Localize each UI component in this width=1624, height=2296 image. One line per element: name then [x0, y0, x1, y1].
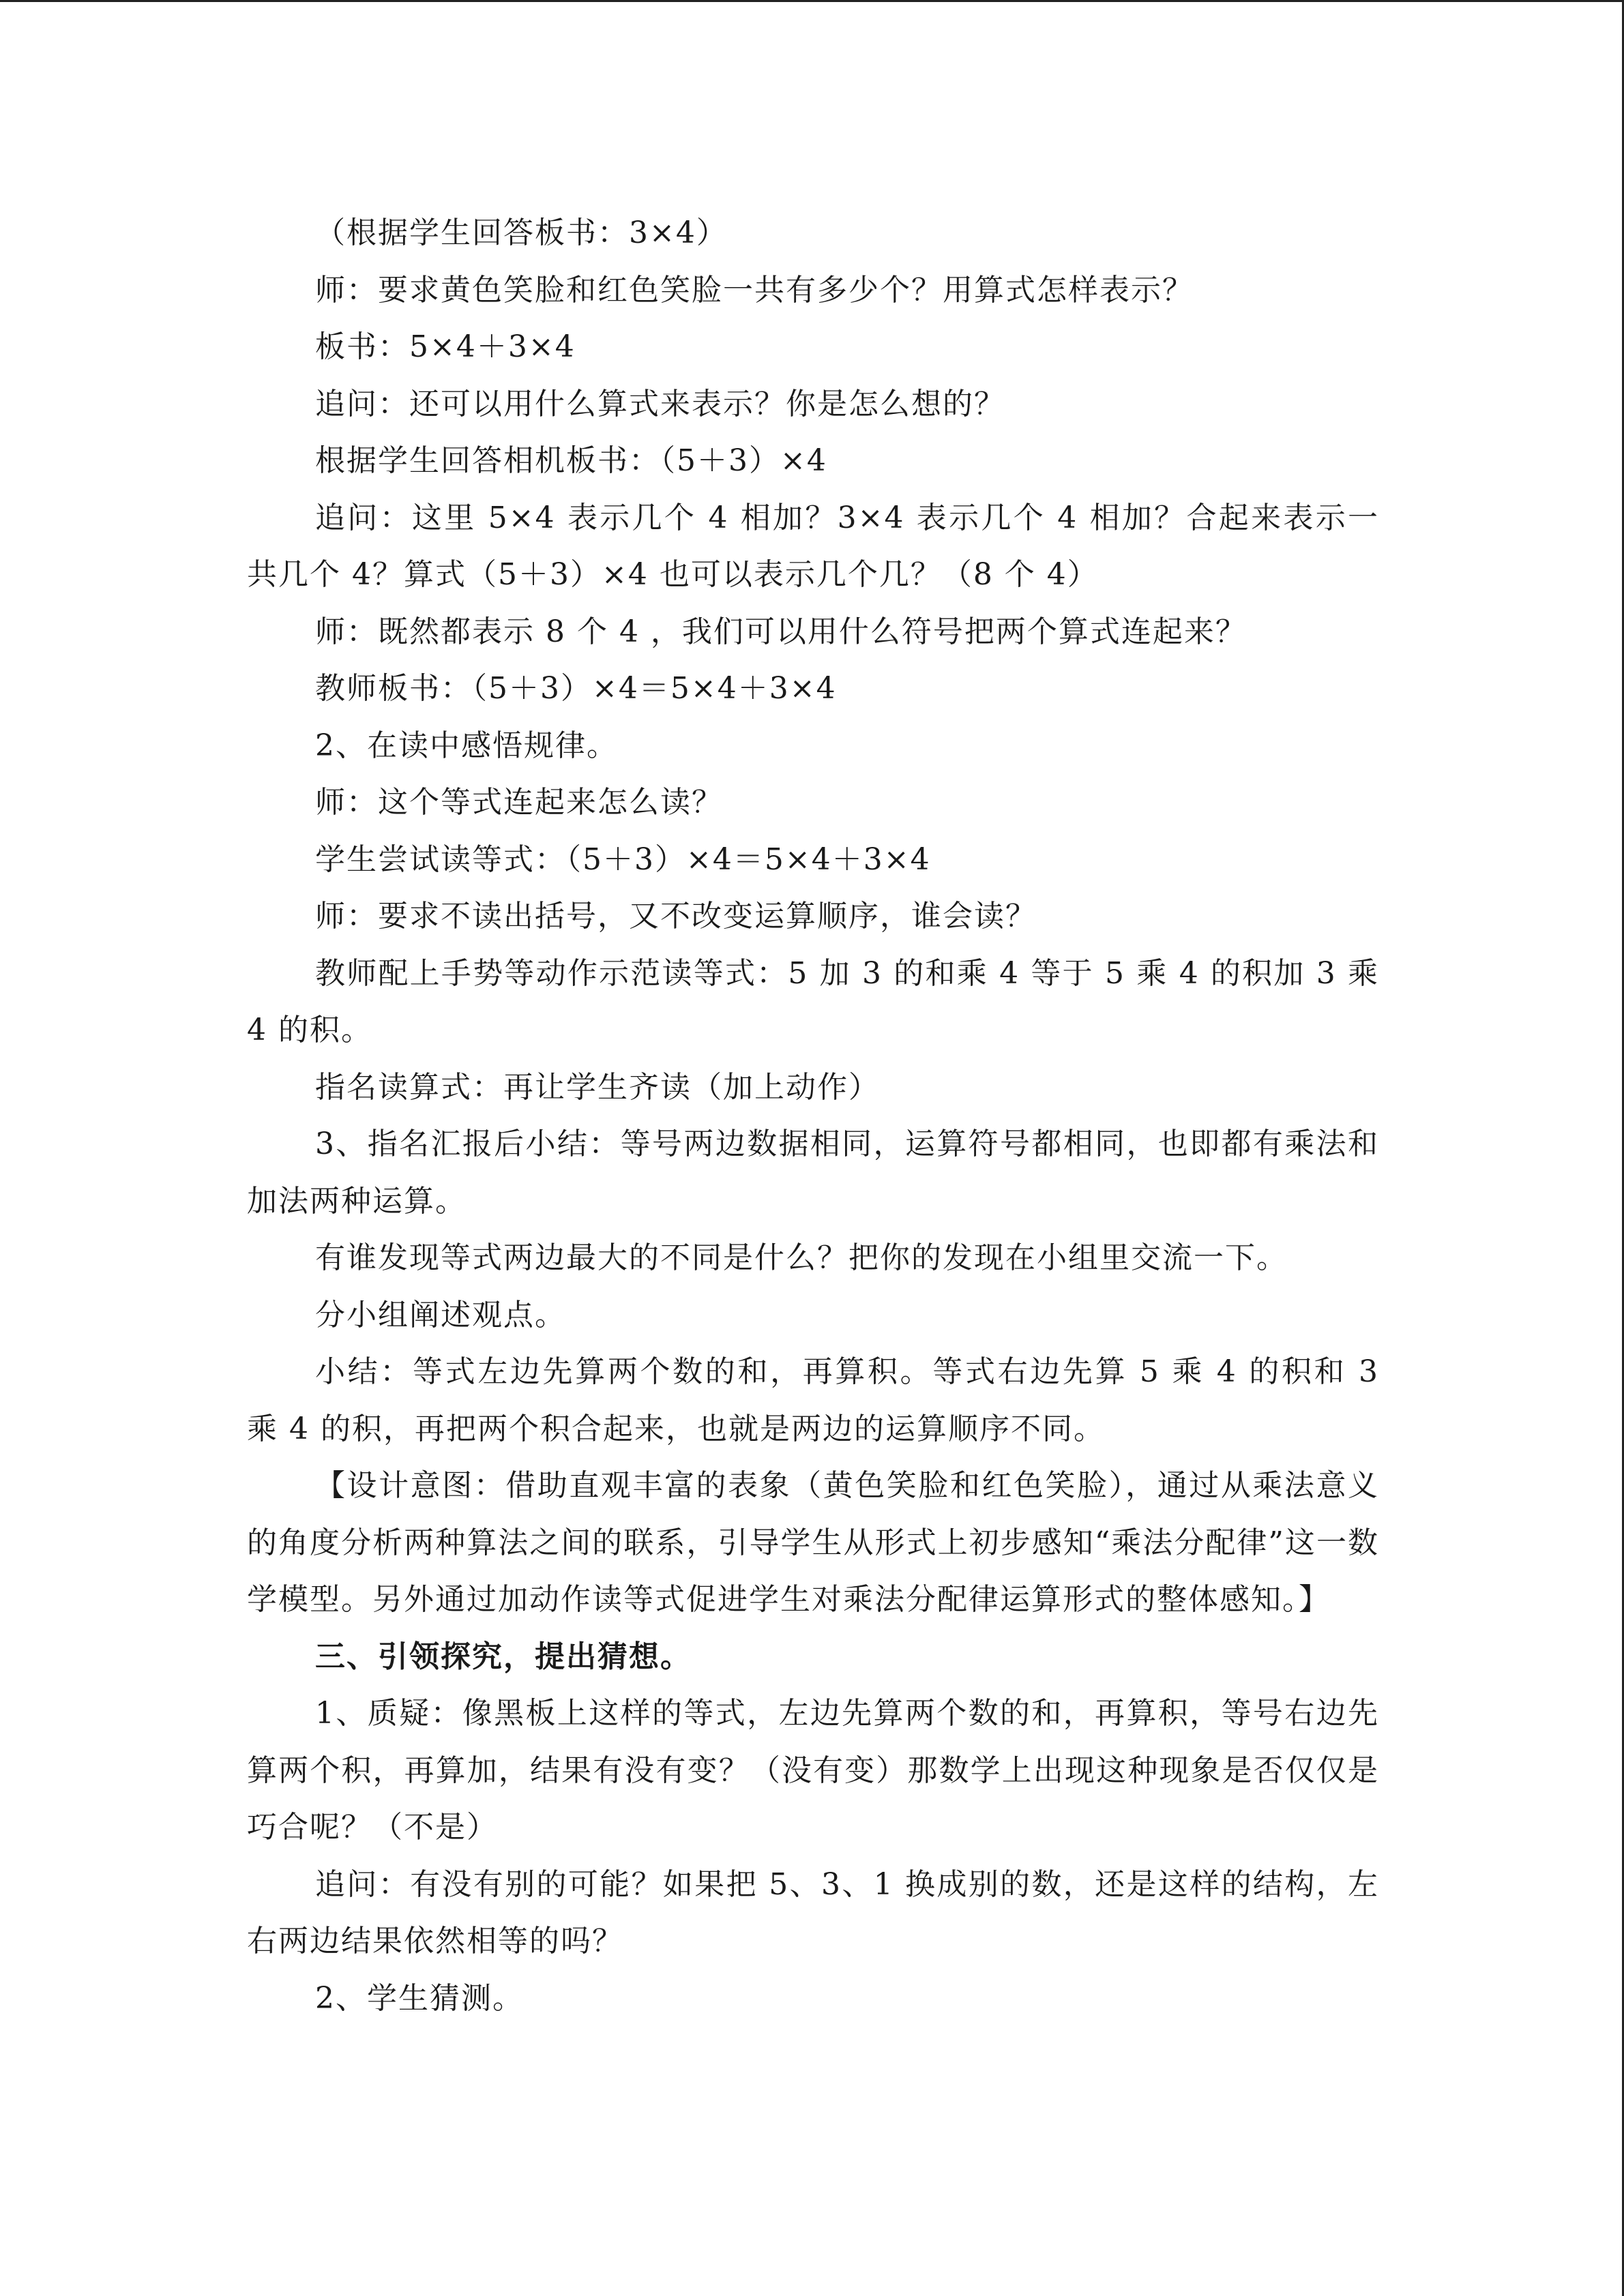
document-body	[247, 205, 1379, 2027]
paragraph: 学生尝试读等式：（5＋3）×4＝5×4＋3×4	[315, 841, 931, 877]
paragraph: 师：既然都表示 8 个 4 ，我们可以用什么符号把两个算式连起来？	[315, 614, 1247, 649]
paragraph: 有谁发现等式两边最大的不同是什么？把你的发现在小组里交流一下。	[315, 1240, 1288, 1275]
section-heading: 三、引领探究，提出猜想。	[315, 1639, 692, 1674]
paragraph: 1、质疑：像黑板上这样的等式，左边先算两个数的和，再算积，等号右边先算两个积，再算加，结果有没有变？（没有变）那数学上出现这种现象是否仅仅是巧合呢？（不是）	[247, 1696, 1379, 1845]
paragraph: 小结：等式左边先算两个数的和，再算积。等式右边先算 5 乘 4 的积和 3 乘 4 的积，再把两个积合起来，也就是两边的运算顺序不同。	[247, 1354, 1379, 1446]
paragraph: 教师配上手势等动作示范读等式：5 加 3 的和乘 4 等于 5 乘 4 的积加 3 乘 4 的积。	[247, 955, 1379, 1047]
paragraph: 板书：5×4＋3×4	[315, 329, 576, 364]
paragraph: 师：要求不读出括号，又不改变运算顺序，谁会读？	[315, 899, 1037, 934]
paragraph: 根据学生回答相机板书：（5＋3）×4	[315, 443, 827, 478]
paragraph: 追问：有没有别的可能？如果把 5、3、1 换成别的数，还是这样的结构，左右两边结果依然相等的吗？	[247, 1866, 1379, 1958]
paragraph: 分小组阐述观点。	[315, 1297, 566, 1332]
paragraph: 3、指名汇报后小结：等号两边数据相同，运算符号都相同，也即都有乘法和加法两种运算。	[247, 1127, 1379, 1219]
design-intent-note: 【设计意图：借助直观丰富的表象（黄色笑脸和红色笑脸），通过从乘法意义的角度分析两种算法之间的联系，引导学生从形式上初步感知“乘法分配律”这一数学模型。另外通过加动作读等式促进学生对乘法分配律运算形式的整体感知。】	[247, 1468, 1379, 1617]
paragraph: 教师板书：（5＋3）×4＝5×4＋3×4	[315, 671, 837, 706]
paragraph: 2、学生猜测。	[315, 1980, 524, 2016]
paragraph: 追问：还可以用什么算式来表示？你是怎么想的？	[315, 386, 1005, 421]
paragraph: 追问：这里 5×4 表示几个 4 相加？3×4 表示几个 4 相加？合起来表示一共几个 4？算式（5＋3）×4 也可以表示几个几？（8 个 4）	[247, 500, 1379, 592]
paragraph: 2、在读中感悟规律。	[315, 728, 618, 763]
paragraph: （根据学生回答板书：3×4）	[315, 215, 728, 250]
paragraph: 师：要求黄色笑脸和红色笑脸一共有多少个？用算式怎样表示？	[315, 272, 1194, 308]
paragraph: 指名读算式：再让学生齐读（加上动作）	[315, 1069, 880, 1105]
paragraph: 师：这个等式连起来怎么读？	[315, 785, 723, 820]
